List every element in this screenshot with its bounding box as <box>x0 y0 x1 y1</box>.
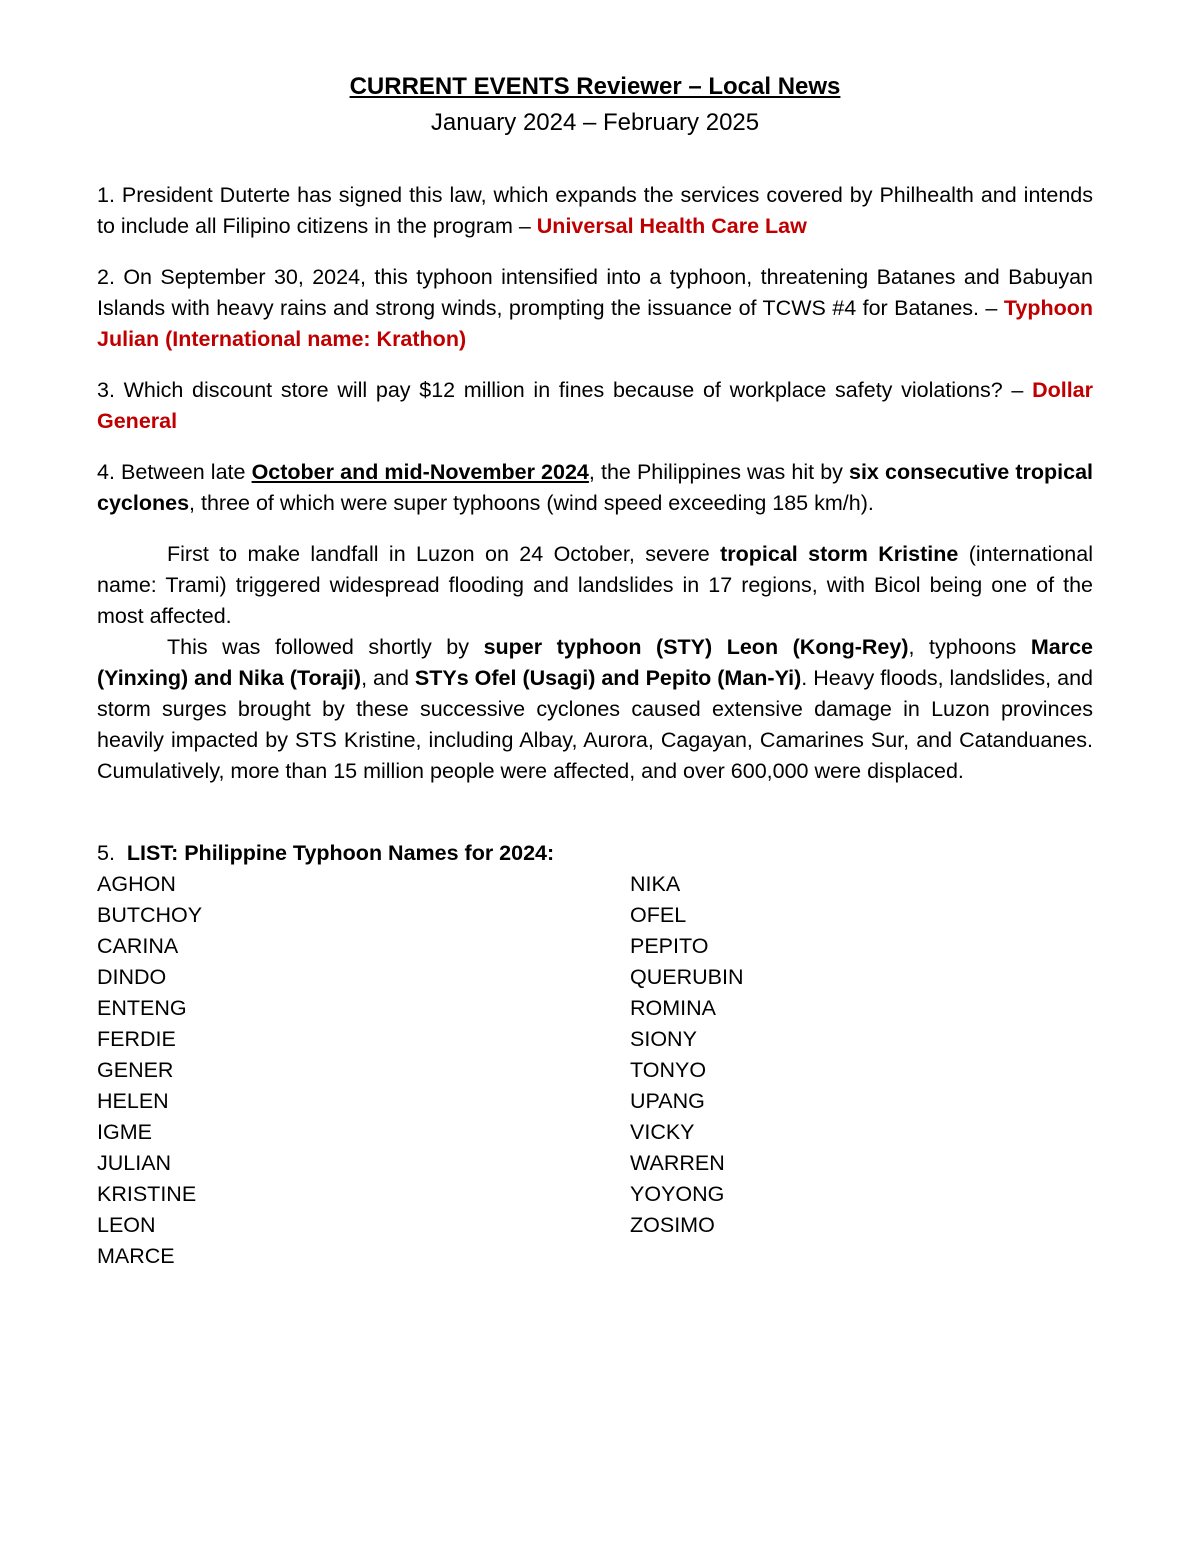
list-item: VICKY <box>630 1120 695 1144</box>
list-item: PEPITO <box>630 934 709 958</box>
text-run: 4. Between late <box>97 460 252 484</box>
question-4-kristine-paragraph <box>97 539 1093 632</box>
list-item: FERDIE <box>97 1027 176 1051</box>
question-2 <box>97 262 1093 355</box>
list-item: BUTCHOY <box>97 903 203 927</box>
leon-highlight: super typhoon (STY) Leon (Kong-Rey) <box>483 635 909 659</box>
typhoon-names-right-column <box>630 869 1093 1272</box>
list-item: ROMINA <box>630 996 716 1020</box>
text-run: . Heavy floods, landslides, and storm surges brought by these successive cyclones caused extensive damage in Luzon provinces heavily impacted by STS Kristine, including Albay, Aurora, Cagayan, Camarines Sur, and Catanduanes. Cumulatively, more than 15 million people were affected, and over 600,000 were displaced. <box>97 666 1093 783</box>
question-3-text: 3. Which discount store will pay $12 million in fines because of workplace safety violations? – <box>97 378 1033 402</box>
list-item: AGHON <box>97 872 176 896</box>
six-cyclones-highlight: six consecutive tropical cyclones <box>97 460 1094 515</box>
document-subtitle: January 2024 – February 2025 <box>430 109 760 136</box>
text-run: , three of which were super typhoons (wind speed exceeding 185 km/h). <box>189 491 874 515</box>
question-1-text: 1. President Duterte has signed this law, which expands the services covered by Philhealth and intends to include all Filipino citizens in the program – <box>97 183 1093 238</box>
text-run: , and <box>361 666 415 690</box>
question-1-answer: Universal Health Care Law <box>536 214 807 238</box>
document-page <box>97 70 1093 1272</box>
list-item: JULIAN <box>97 1151 172 1175</box>
question-5-heading <box>97 838 1093 869</box>
question-3 <box>97 375 1093 437</box>
question-5-title: LIST: Philippine Typhoon Names for 2024: <box>126 841 555 865</box>
list-item: KRISTINE <box>97 1182 197 1206</box>
text-run: This was followed shortly by <box>167 635 484 659</box>
question-4-intro <box>97 457 1093 519</box>
list-item: CARINA <box>97 934 179 958</box>
list-item: QUERUBIN <box>630 965 744 989</box>
text-run: First to make landfall in Luzon on 24 October, severe <box>167 542 721 566</box>
text-run: (international name: Trami) triggered widespread flooding and landslides in 17 regions, with Bicol being one of the most affected. <box>97 542 1093 628</box>
typhoon-names-left-column <box>97 869 630 1272</box>
typhoon-names-list <box>97 869 1093 1272</box>
list-item: GENER <box>97 1058 174 1082</box>
date-range-highlight: October and mid-November 2024 <box>251 460 589 484</box>
question-5-number: 5. <box>97 841 127 865</box>
list-item: SIONY <box>630 1027 697 1051</box>
list-item: ENTENG <box>97 996 187 1020</box>
list-item: LEON <box>97 1213 156 1237</box>
list-item: TONYO <box>630 1058 707 1082</box>
text-run: , the Philippines was hit by <box>588 460 849 484</box>
ofel-pepito-highlight: STYs Ofel (Usagi) and Pepito (Man-Yi) <box>414 666 802 690</box>
question-2-answer: Typhoon Julian (International name: Krathon) <box>97 296 1093 351</box>
kristine-highlight: tropical storm Kristine <box>720 542 959 566</box>
question-2-text: 2. On September 30, 2024, this typhoon intensified into a typhoon, threatening Batanes and Babuyan Islands with heavy rains and strong winds, prompting the issuance of TCWS #4 for Batanes. – <box>97 265 1093 320</box>
question-4-successive-paragraph <box>97 632 1093 787</box>
list-item: WARREN <box>630 1151 725 1175</box>
list-item: NIKA <box>630 872 681 896</box>
list-item: YOYONG <box>630 1182 725 1206</box>
list-item: HELEN <box>97 1089 169 1113</box>
list-item: ZOSIMO <box>630 1213 715 1237</box>
question-3-answer: Dollar General <box>97 378 1093 433</box>
marce-nika-highlight: Marce (Yinxing) and Nika (Toraji) <box>97 635 1093 690</box>
list-item: MARCE <box>97 1244 175 1268</box>
question-1 <box>97 180 1093 242</box>
document-title: CURRENT EVENTS Reviewer – Local News <box>349 73 841 100</box>
text-run: , typhoons <box>908 635 1031 659</box>
list-item: UPANG <box>630 1089 705 1113</box>
list-item: OFEL <box>630 903 687 927</box>
list-item: IGME <box>97 1120 152 1144</box>
list-item: DINDO <box>97 965 167 989</box>
